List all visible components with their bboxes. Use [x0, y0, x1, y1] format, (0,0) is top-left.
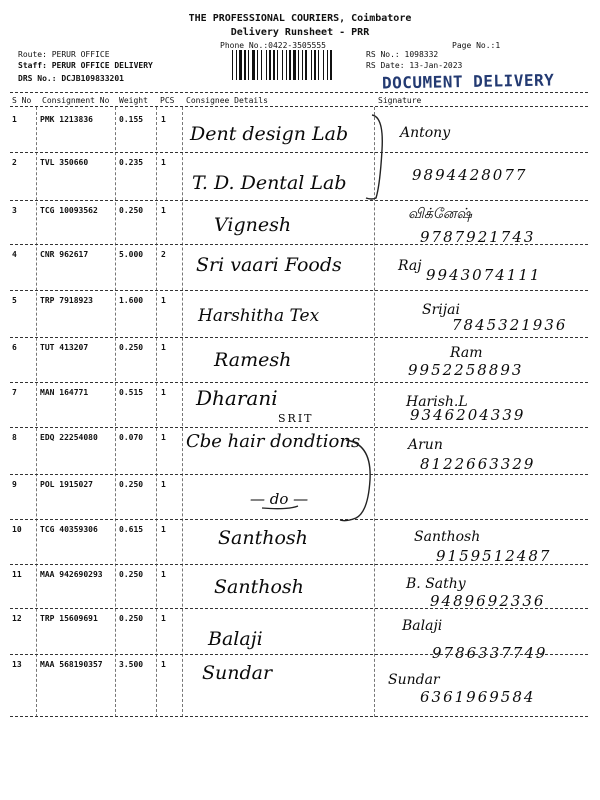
rs-date: RS Date: 13-Jan-2023: [366, 61, 463, 70]
row-weight: 0.070: [119, 433, 144, 442]
row-weight: 0.250: [119, 570, 144, 579]
row-consignment-no: CNR 962617: [40, 250, 89, 259]
row-consignee-note: SRIT: [278, 412, 314, 425]
row-signature: B. Sathy: [406, 576, 466, 592]
row-sno: 9: [12, 480, 17, 489]
row-sno: 10: [12, 525, 22, 534]
row-signature: Balaji: [402, 618, 443, 634]
column-header-sno: S No: [12, 96, 32, 105]
row-weight: 0.515: [119, 388, 144, 397]
row-consignee-handwritten: Santhosh: [214, 576, 304, 598]
row-consignee-handwritten: Balaji: [208, 628, 263, 650]
row-pcs: 1: [161, 433, 166, 442]
row-consignee-handwritten: Ramesh: [214, 349, 292, 371]
row-pcs: 1: [161, 296, 166, 305]
row-weight: 5.000: [119, 250, 144, 259]
row-pcs: 1: [161, 525, 166, 534]
row-weight: 0.615: [119, 525, 144, 534]
row-phone-handwritten: 7845321936: [452, 316, 568, 334]
row-consignee-handwritten: T. D. Dental Lab: [192, 172, 347, 194]
row-sno: 3: [12, 206, 17, 215]
row-phone-handwritten: 9943074111: [426, 266, 542, 284]
row-signature: Harish.L: [406, 394, 468, 410]
row-weight: 0.155: [119, 115, 144, 124]
row-sno: 13: [12, 660, 22, 669]
row-consignee-handwritten: Harshitha Tex: [198, 306, 320, 326]
row-weight: 0.250: [119, 614, 144, 623]
row-weight: 0.250: [119, 206, 144, 215]
row-signature: Arun: [408, 437, 443, 453]
row-consignment-no: TRP 7918923: [40, 296, 93, 305]
document-delivery-stamp: DOCUMENT DELIVERY: [381, 70, 555, 93]
row-phone-handwritten: 9489692336: [430, 592, 546, 610]
row-signature: Raj: [398, 258, 422, 274]
row-consignment-no: TCG 40359306: [40, 525, 98, 534]
row-consignment-no: TCG 10093562: [40, 206, 98, 215]
row-pcs: 1: [161, 206, 166, 215]
row-consignment-no: MAA 568190357: [40, 660, 103, 669]
row-pcs: 1: [161, 570, 166, 579]
row-consignment-no: POL 1915027: [40, 480, 93, 489]
column-header-signature: Signature: [378, 96, 422, 105]
column-header-consignee: Consignee Details: [186, 96, 268, 105]
row-phone-handwritten: 9786337749: [432, 644, 548, 662]
row-consignee-handwritten: Sundar: [202, 662, 273, 684]
row-pcs: 1: [161, 115, 166, 124]
row-phone-handwritten: 6361969584: [420, 688, 536, 706]
page-number: Page No.:1: [452, 41, 501, 50]
row-consignee-handwritten: Dent design Lab: [190, 123, 349, 145]
row-signature: விக்னேஷ்: [408, 206, 473, 222]
phone-number: Phone No.:0422-3505555: [220, 41, 326, 50]
row-weight: 3.500: [119, 660, 144, 669]
row-consignment-no: EDQ 22254080: [40, 433, 98, 442]
row-sno: 11: [12, 570, 22, 579]
row-signature: Antony: [400, 125, 451, 141]
row-phone-handwritten: 8122663329: [420, 455, 536, 473]
drs-number: DRS No.: DCJB109833201: [18, 74, 124, 83]
row-consignment-no: TVL 350660: [40, 158, 89, 167]
rs-number: RS No.: 1098332: [366, 50, 439, 59]
row-sno: 4: [12, 250, 17, 259]
row-sno: 1: [12, 115, 17, 124]
row-signature: Sundar: [388, 672, 440, 688]
row-pcs: 1: [161, 343, 166, 352]
row-pcs: 1: [161, 158, 166, 167]
column-header-consignment: Consignment No: [42, 96, 110, 105]
row-consignee-handwritten: Dharani: [196, 386, 278, 410]
row-phone-handwritten: 9952258893: [408, 361, 524, 379]
row-consignee-ditto: — do —: [250, 490, 309, 508]
row-phone-handwritten: 9894428077: [412, 166, 528, 184]
row-consignment-no: PMK 1213836: [40, 115, 93, 124]
row-weight: 0.250: [119, 480, 144, 489]
row-consignee-handwritten: Sri vaari Foods: [196, 254, 342, 276]
row-sno: 7: [12, 388, 17, 397]
row-consignment-no: TRP 15609691: [40, 614, 98, 623]
runsheet-subtitle: Delivery Runsheet - PRR: [230, 27, 370, 38]
row-phone-handwritten: 9787921743: [420, 228, 536, 246]
row-consignee-handwritten: Cbe hair dondtions: [186, 431, 361, 452]
row-signature: Srijai: [422, 302, 460, 318]
row-phone-handwritten: 9346204339: [410, 406, 526, 424]
route-label: Route: PERUR OFFICE: [18, 50, 110, 59]
row-sno: 8: [12, 433, 17, 442]
row-consignment-no: MAA 942690293: [40, 570, 103, 579]
column-header-weight: Weight: [119, 96, 148, 105]
row-pcs: 1: [161, 614, 166, 623]
row-phone-handwritten: 9159512487: [436, 547, 552, 565]
column-header-pcs: PCS: [160, 96, 175, 105]
row-sno: 5: [12, 296, 17, 305]
company-title: THE PROFESSIONAL COURIERS, Coimbatore: [188, 13, 412, 24]
row-weight: 1.600: [119, 296, 144, 305]
staff-label: Staff: PERUR OFFICE DELIVERY: [18, 61, 153, 70]
row-consignment-no: TUT 413207: [40, 343, 89, 352]
row-weight: 0.235: [119, 158, 144, 167]
row-consignee-handwritten: Santhosh: [218, 527, 308, 549]
row-sno: 2: [12, 158, 17, 167]
row-weight: 0.250: [119, 343, 144, 352]
row-pcs: 1: [161, 660, 166, 669]
row-sno: 12: [12, 614, 22, 623]
row-consignee-handwritten: Vignesh: [214, 214, 292, 236]
row-pcs: 2: [161, 250, 166, 259]
row-pcs: 1: [161, 388, 166, 397]
row-consignment-no: MAN 164771: [40, 388, 89, 397]
row-signature: Ram: [450, 345, 483, 361]
row-pcs: 1: [161, 480, 166, 489]
row-signature: Santhosh: [414, 529, 481, 545]
row-sno: 6: [12, 343, 17, 352]
